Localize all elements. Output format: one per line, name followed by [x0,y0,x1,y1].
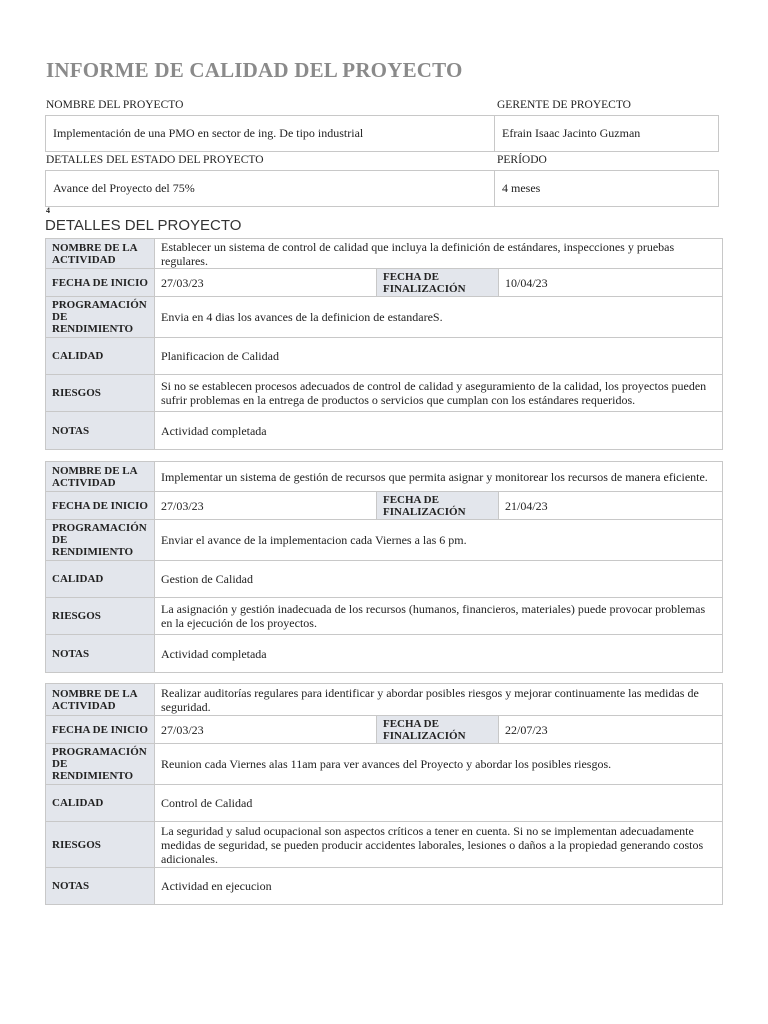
start-value: 27/03/23 [155,716,377,744]
project-name-field [45,115,495,152]
activity-value: Implementar un sistema de gestión de recursos que permita asignar y monitorear los recursos de manera eficiente. [155,462,723,492]
activity-row [46,684,723,716]
quality-row [46,785,723,822]
risks-row [46,375,723,412]
schedule-label: PROGRAMACIÓN DE RENDIMIENTO [46,744,155,785]
schedule-row [46,297,723,338]
notes-value: Actividad en ejecucion [155,868,723,905]
period-value: 4 meses [502,181,541,195]
notes-label: NOTAS [46,868,155,905]
start-value: 27/03/23 [155,492,377,520]
period-field [494,170,719,207]
schedule-value: Enviar el avance de la implementacion cada Viernes a las 6 pm. [155,520,723,561]
notes-label: NOTAS [46,635,155,673]
activity-table-1 [45,238,723,450]
schedule-value: Envia en 4 dias los avances de la definicion de estandareS. [155,297,723,338]
risks-value: La seguridad y salud ocupacional son aspectos críticos a tener en cuenta. Si no se implementan adecuadamente medidas de seguridad, se pueden producir accidentes laborales, lesiones o daños a la propiedad generando costos adicionales. [155,822,723,868]
risks-label: RIESGOS [46,375,155,412]
quality-row [46,561,723,598]
quality-label: CALIDAD [46,338,155,375]
risks-value: La asignación y gestión inadecuada de los recursos (humanos, financieros, materiales) puede provocar problemas en la ejecución de los proyectos. [155,598,723,635]
quality-value: Control de Calidad [155,785,723,822]
quality-label: CALIDAD [46,785,155,822]
manager-field [494,115,719,152]
start-label: FECHA DE INICIO [46,716,155,744]
status-value: Avance del Proyecto del 75% [53,181,195,195]
activity-table-2 [45,461,723,673]
risks-row [46,598,723,635]
activity-value: Establecer un sistema de control de calidad que incluya la definición de estándares, inspecciones y pruebas regulares. [155,239,723,269]
end-value: 10/04/23 [499,269,723,297]
quality-value: Planificacion de Calidad [155,338,723,375]
risks-value: Si no se establecen procesos adecuados de control de calidad y aseguramiento de la calidad, los proyectos pueden sufrir problemas en la entrega de productos o servicios que cumplan con los estándares requeridos. [155,375,723,412]
notes-label: NOTAS [46,412,155,450]
report-title: INFORME DE CALIDAD DEL PROYECTO [46,58,463,82]
manager-value: Efrain Isaac Jacinto Guzman [502,126,641,140]
activity-row [46,239,723,269]
activity-label: NOMBRE DE LA ACTIVIDAD [46,462,155,492]
dates-row [46,716,723,744]
project-name-label: NOMBRE DEL PROYECTO [46,99,184,111]
activity-label: NOMBRE DE LA ACTIVIDAD [46,684,155,716]
period-label: PERÍODO [497,154,547,166]
activity-value: Realizar auditorías regulares para identificar y abordar posibles riesgos y mejorar continuamente las medidas de seguridad. [155,684,723,716]
quality-label: CALIDAD [46,561,155,598]
schedule-row [46,520,723,561]
section-title: DETALLES DEL PROYECTO [45,217,242,234]
notes-row [46,412,723,450]
status-label: DETALLES DEL ESTADO DEL PROYECTO [46,154,264,166]
schedule-label: PROGRAMACIÓN DE RENDIMIENTO [46,297,155,338]
start-value: 27/03/23 [155,269,377,297]
schedule-row [46,744,723,785]
notes-value: Actividad completada [155,412,723,450]
risks-label: RIESGOS [46,598,155,635]
end-label: FECHA DE FINALIZACIÓN [377,269,499,297]
quality-row [46,338,723,375]
end-label: FECHA DE FINALIZACIÓN [377,492,499,520]
activity-label: NOMBRE DE LA ACTIVIDAD [46,239,155,269]
notes-row [46,868,723,905]
end-label: FECHA DE FINALIZACIÓN [377,716,499,744]
activity-row [46,462,723,492]
project-name-value: Implementación de una PMO en sector de ing. De tipo industrial [53,126,364,140]
status-field [45,170,495,207]
dates-row [46,269,723,297]
manager-label: GERENTE DE PROYECTO [497,99,631,111]
end-value: 21/04/23 [499,492,723,520]
start-label: FECHA DE INICIO [46,269,155,297]
dates-row [46,492,723,520]
notes-row [46,635,723,673]
risks-row [46,822,723,868]
end-value: 22/07/23 [499,716,723,744]
notes-value: Actividad completada [155,635,723,673]
page-marker: 4 [46,206,50,215]
schedule-label: PROGRAMACIÓN DE RENDIMIENTO [46,520,155,561]
start-label: FECHA DE INICIO [46,492,155,520]
risks-label: RIESGOS [46,822,155,868]
activity-table-3 [45,683,723,905]
schedule-value: Reunion cada Viernes alas 11am para ver avances del Proyecto y abordar los posibles riesgos. [155,744,723,785]
quality-value: Gestion de Calidad [155,561,723,598]
